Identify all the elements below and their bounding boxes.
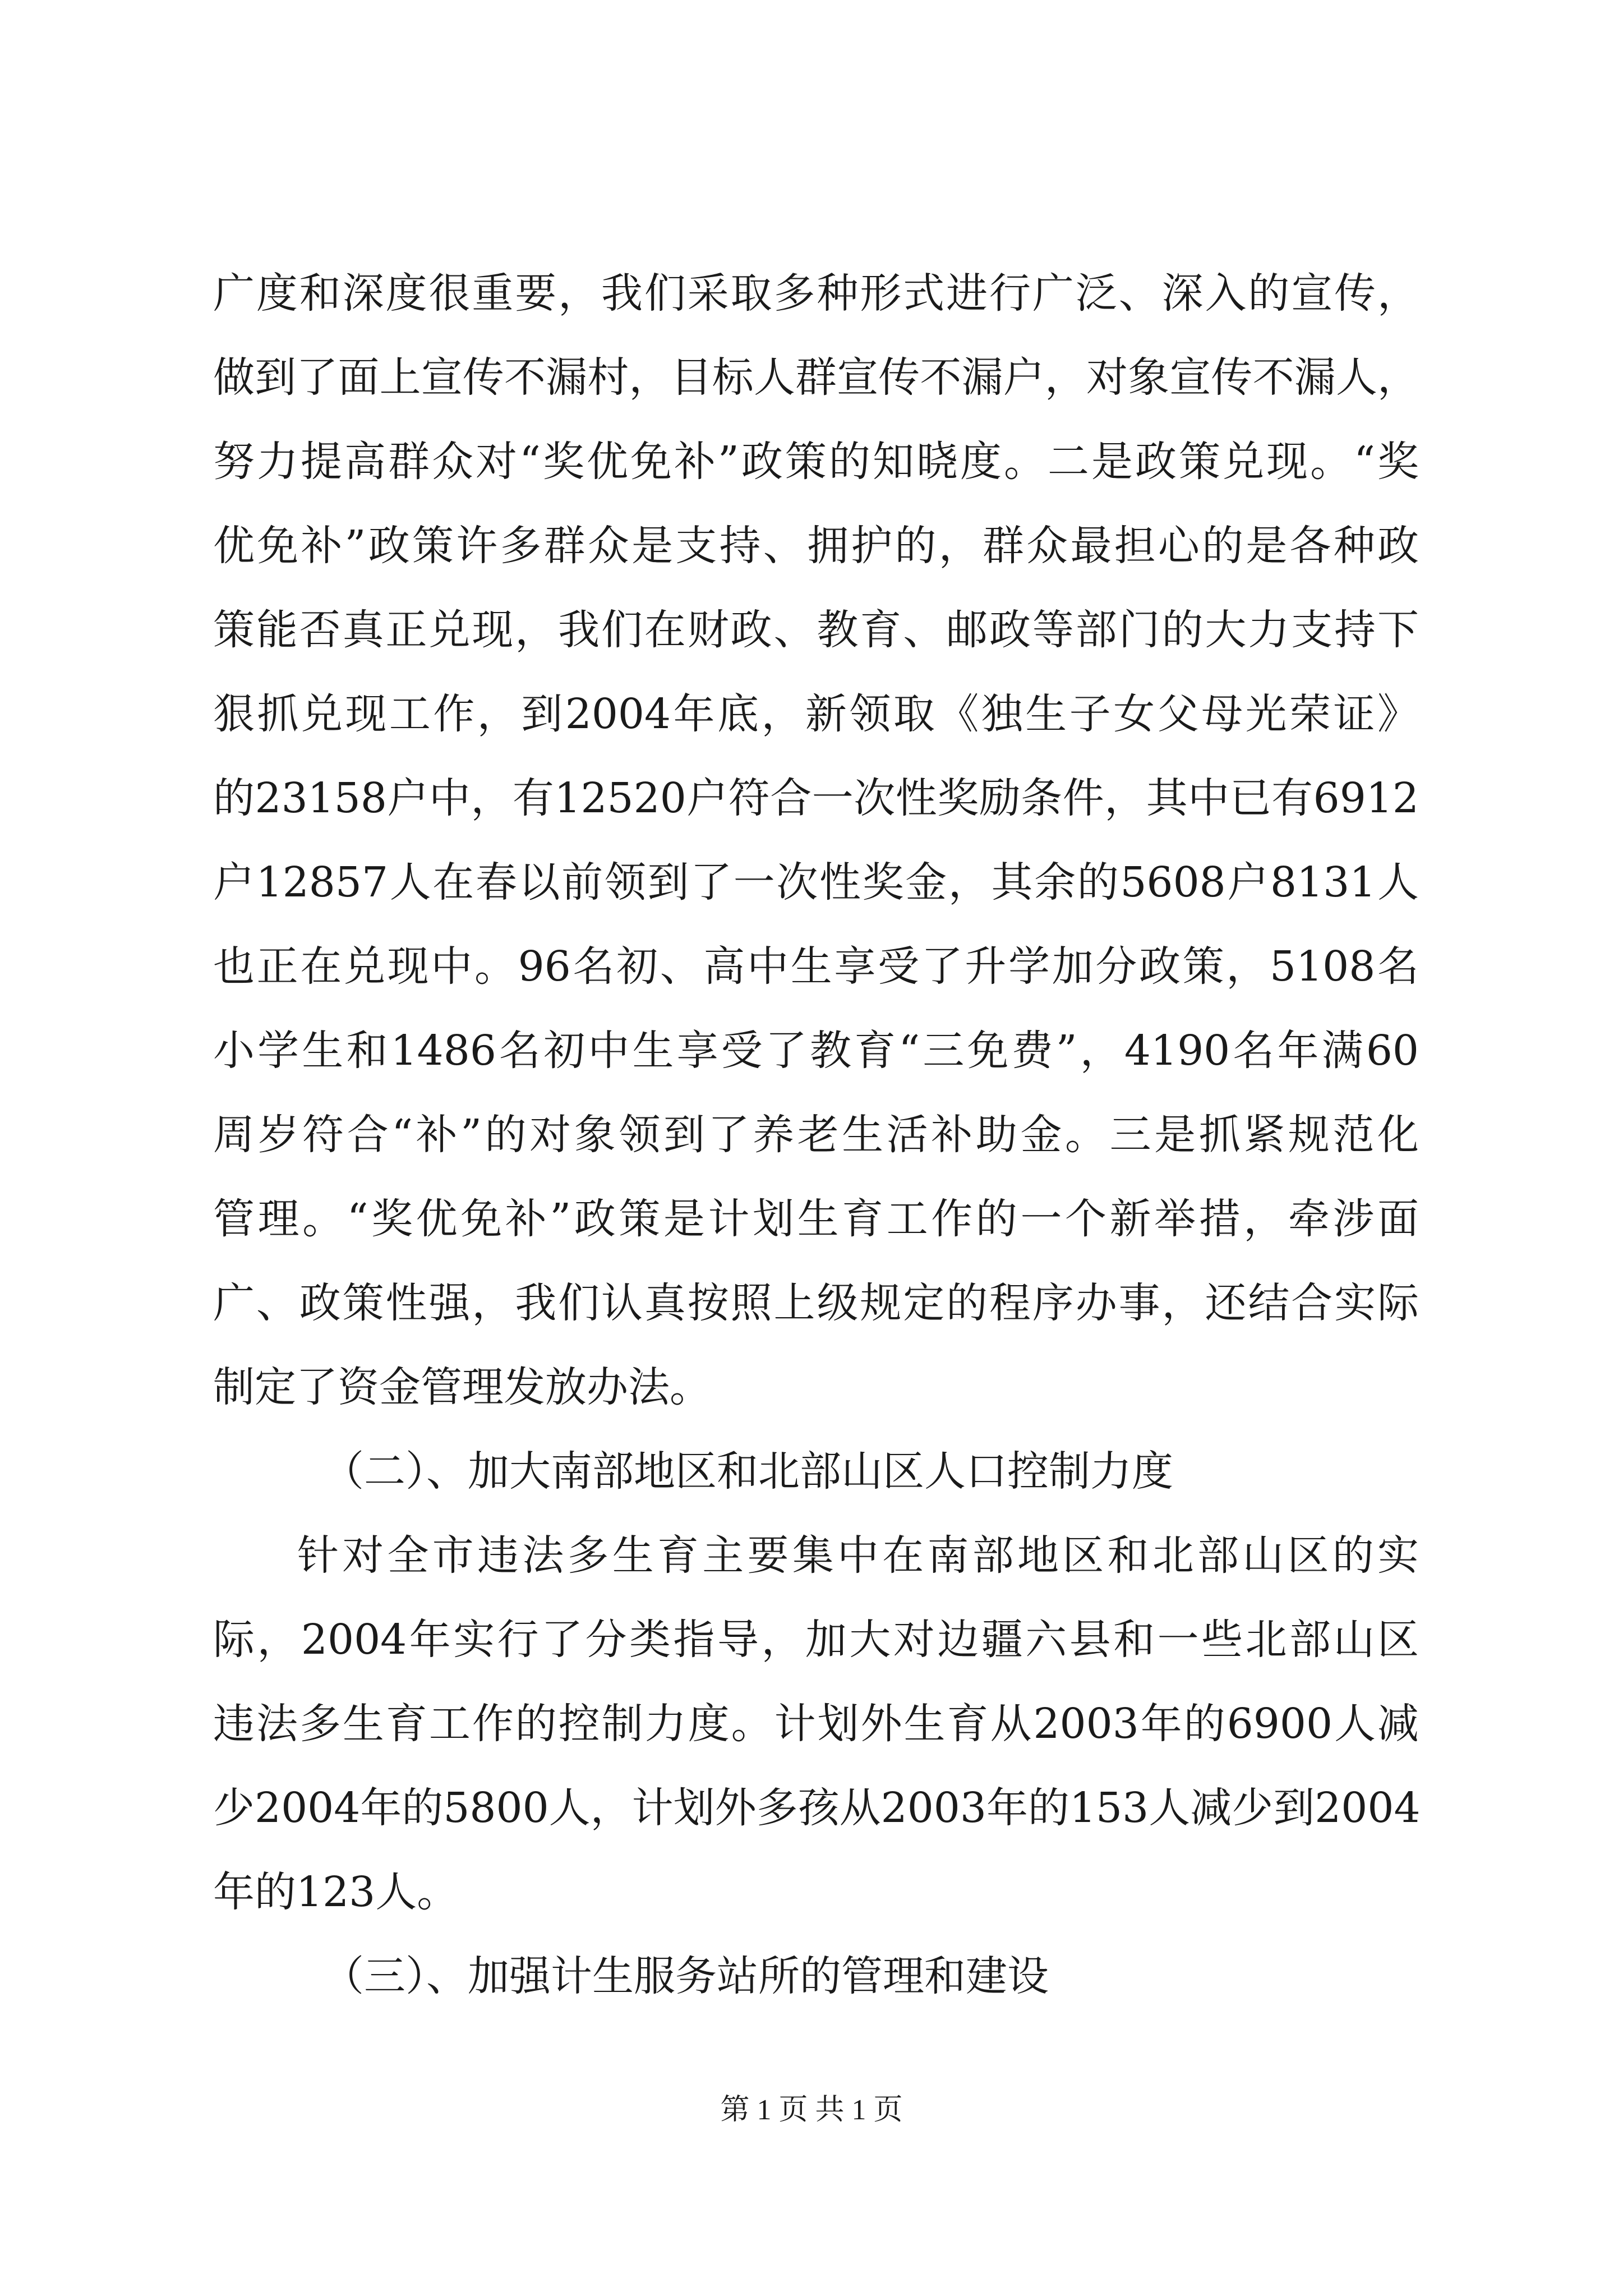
line-text: 的23158户中，有12520户符合一次性奖励条件，其中已有6912 — [213, 774, 1419, 822]
line-text: 际，2004年实行了分类指导，加大对边疆六县和一些北部山区 — [213, 1616, 1419, 1664]
line-text: 管理。“奖优免补”政策是计划生育工作的一个新举措，牵涉面 — [213, 1195, 1419, 1243]
text-line — [213, 756, 1419, 840]
text-line — [213, 1261, 1419, 1345]
line-text: 广度和深度很重要，我们采取多种形式进行广泛、深入的宣传， — [213, 269, 1419, 318]
text-line — [213, 672, 1419, 756]
text-line — [213, 335, 1419, 420]
line-text: 年的123人。 — [213, 1868, 459, 1916]
text-line — [213, 924, 1419, 1009]
line-text: 少2004年的5800人，计划外多孩从2003年的153人减少到2004 — [213, 1784, 1421, 1832]
document-body — [213, 251, 1419, 2018]
line-text: 也正在兑现中。96名初、高中生享受了升学加分政策，5108名 — [213, 942, 1419, 991]
line-text: 制定了资金管理发放办法。 — [213, 1363, 711, 1411]
line-text: 周岁符合“补”的对象领到了养老生活补助金。三是抓紧规范化 — [213, 1111, 1419, 1159]
line-text: 小学生和1486名初中生享受了教育“三免费”，4190名年满60 — [213, 1027, 1419, 1075]
line-text: 策能否真正兑现，我们在财政、教育、邮政等部门的大力支持下 — [213, 606, 1419, 654]
line-text: 违法多生育工作的控制力度。计划外生育从2003年的6900人减 — [213, 1700, 1419, 1748]
text-line — [213, 420, 1419, 504]
section-heading — [213, 1934, 1419, 2018]
line-text: 户12857人在春以前领到了一次性奖金，其余的5608户8131人 — [213, 858, 1419, 907]
text-line — [213, 1177, 1419, 1261]
page-footer: 第 1 页 共 1 页 — [720, 2094, 903, 2126]
heading-text: （二）、加大南部地区和北部山区人口控制力度 — [322, 1447, 1173, 1496]
text-line — [213, 1766, 1419, 1850]
line-text: 努力提高群众对“奖优免补”政策的知晓度。二是政策兑现。“奖 — [213, 438, 1419, 486]
line-text: 优免补”政策许多群众是支持、拥护的，群众最担心的是各种政 — [213, 522, 1419, 570]
text-line — [213, 1009, 1419, 1093]
section-heading — [213, 1429, 1419, 1513]
text-line — [213, 588, 1419, 672]
text-line — [213, 251, 1419, 335]
text-line — [213, 840, 1419, 924]
text-line — [213, 504, 1419, 588]
line-text: 狠抓兑现工作，到2004年底，新领取《独生子女父母光荣证》 — [213, 690, 1419, 738]
text-line — [213, 1682, 1419, 1766]
heading-text: （三）、加强计生服务站所的管理和建设 — [322, 1952, 1049, 2000]
line-text: 针对全市违法多生育主要集中在南部地区和北部山区的实 — [297, 1531, 1419, 1580]
text-line — [213, 1345, 1419, 1429]
text-line — [213, 1850, 1419, 1934]
line-text: 做到了面上宣传不漏村，目标人群宣传不漏户，对象宣传不漏人， — [213, 353, 1419, 402]
line-text: 广、政策性强，我们认真按照上级规定的程序办事，还结合实际 — [213, 1279, 1419, 1327]
text-line — [213, 1513, 1419, 1598]
text-line — [213, 1093, 1419, 1177]
text-line — [213, 1598, 1419, 1682]
